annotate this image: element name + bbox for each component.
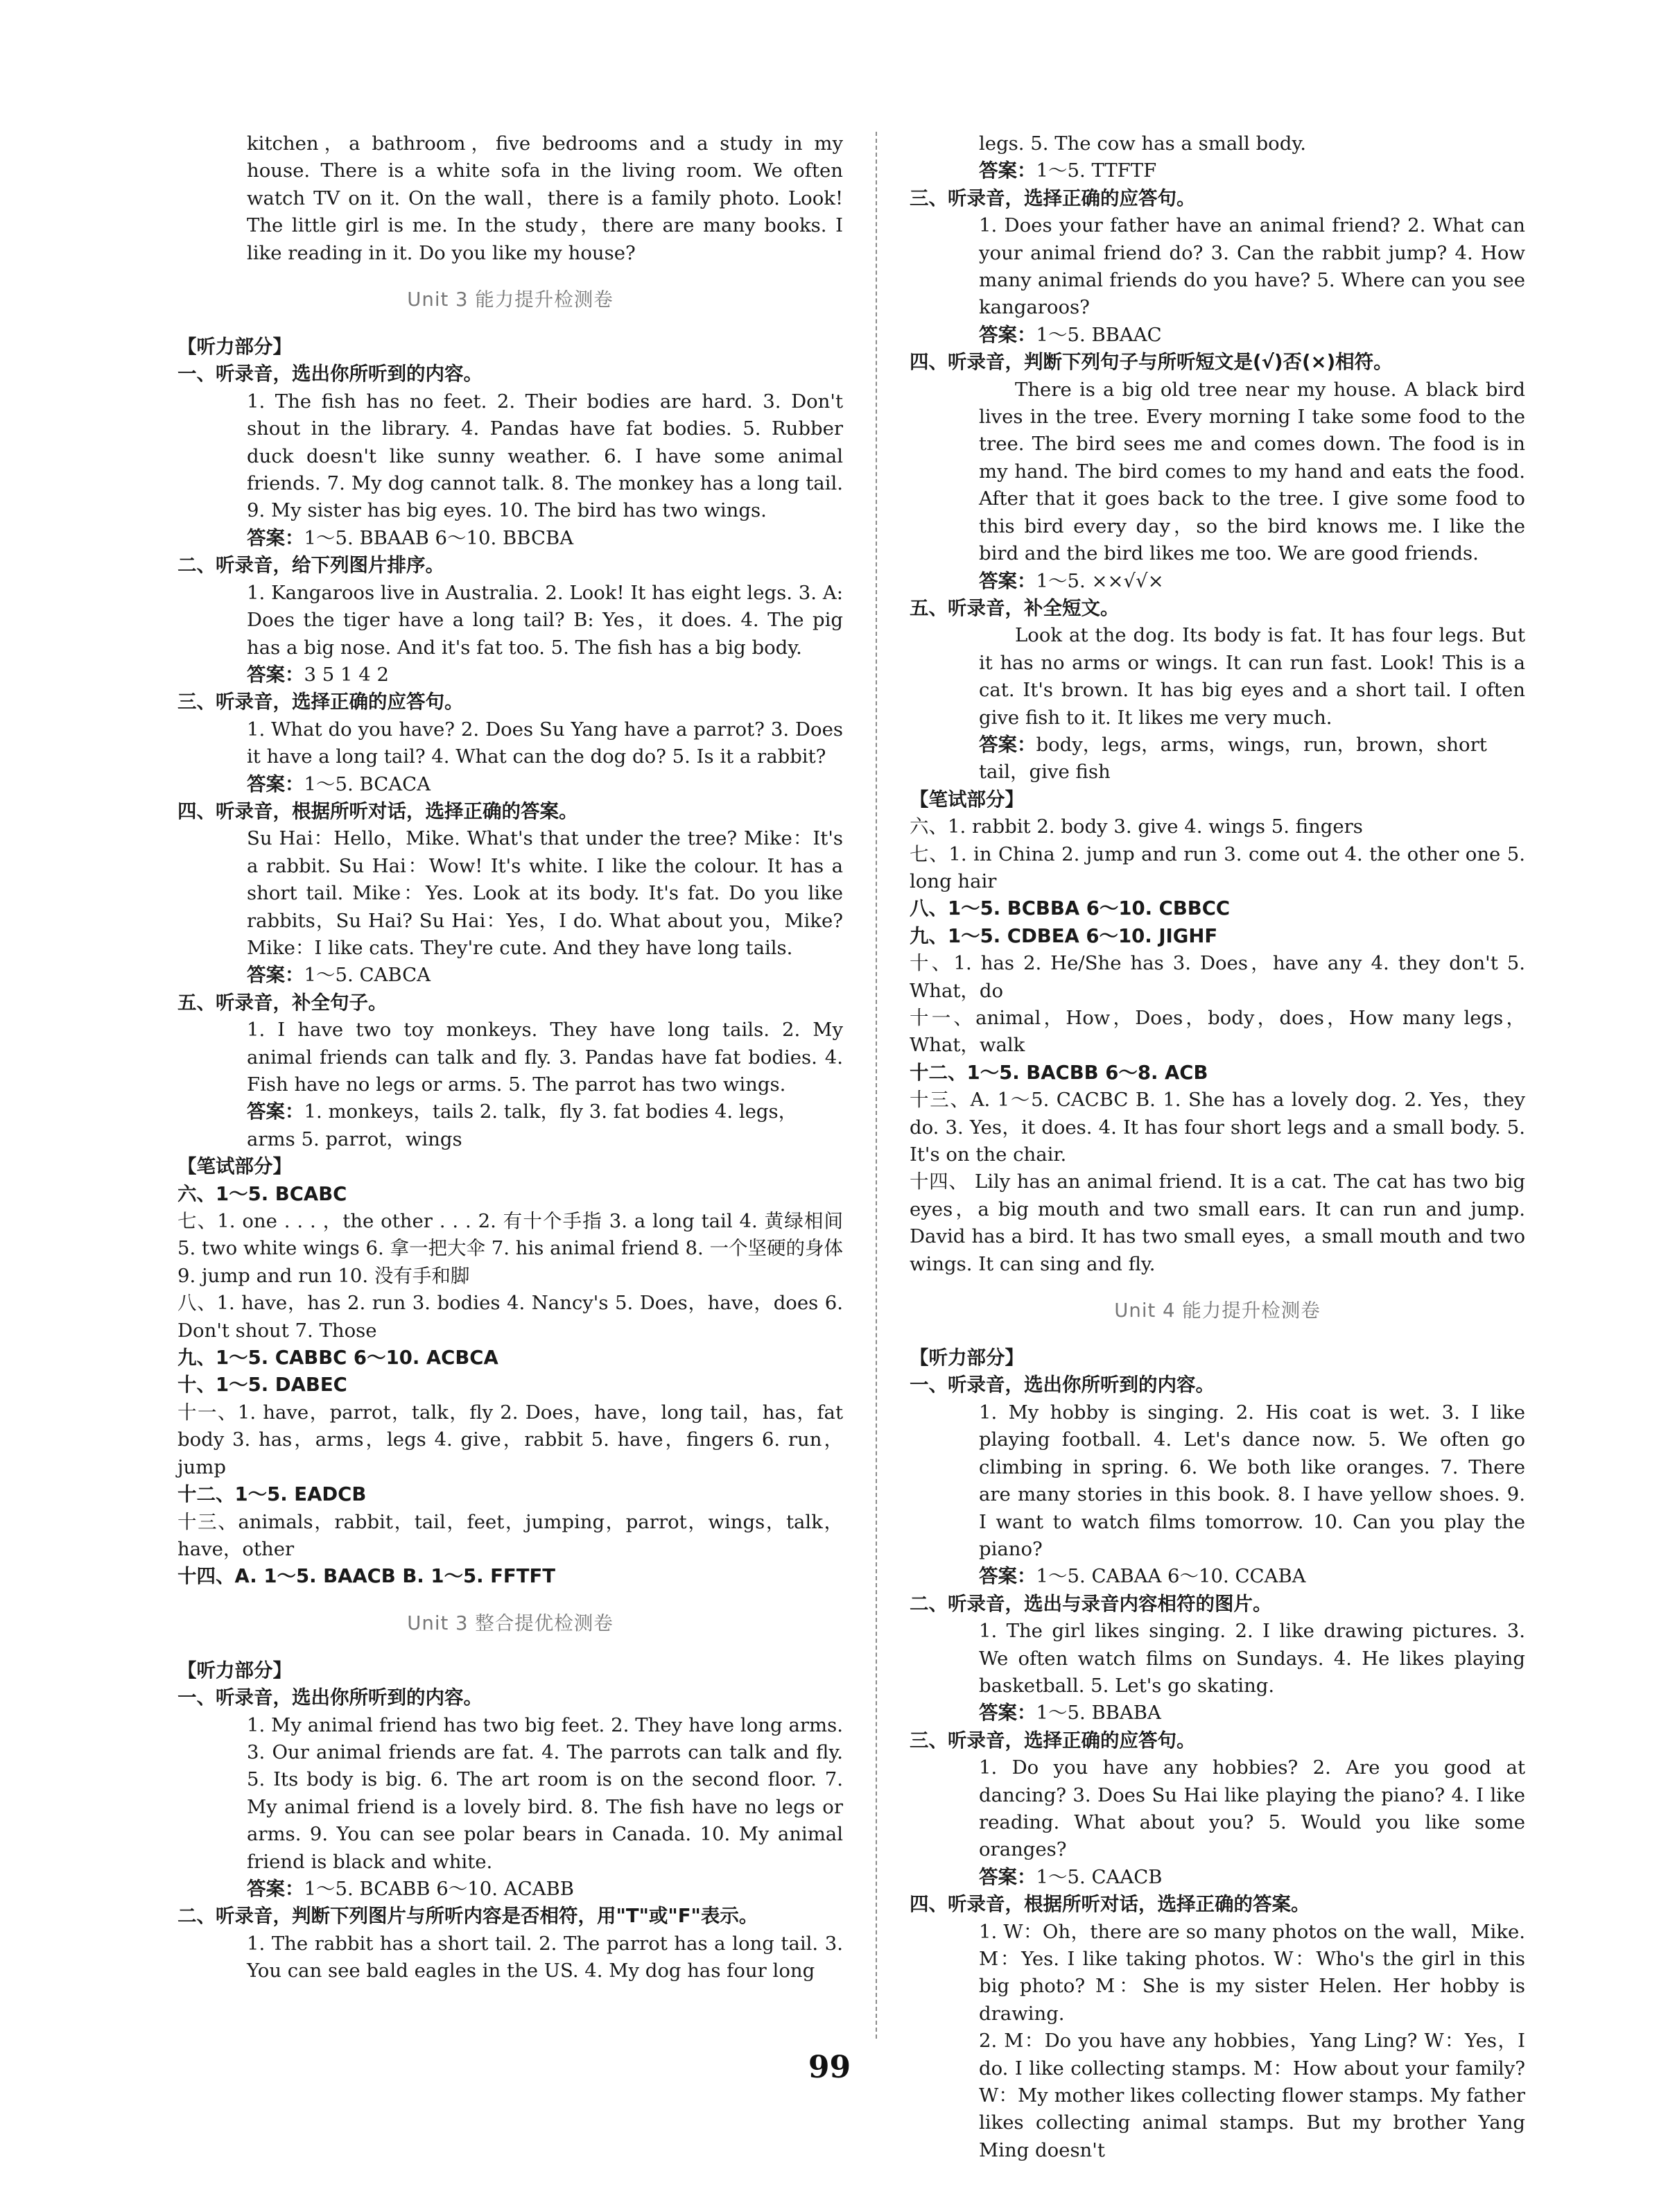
answer-item: 十一、animal，How，Does，body，does，How many legs，What，walk [910,1007,1525,1057]
answer-label: 答案： [979,323,1036,346]
question-heading: 十二、1～5. EADCB [177,1483,367,1506]
answer-value: body，legs，arms，wings，run，brown，short tail，give fish [979,733,1487,784]
question-heading: 九、1～5. CDBEA 6～10. JIGHF [910,924,1218,947]
answer-item: 十一、1. have，parrot，talk，fly 2. Does，have，long tail，has，fat body 3. has，arms，legs 4. give，rabbit 5. have，fingers 6. run，jump [177,1401,843,1478]
text-block: 1. My animal friend has two big feet. 2. They have long arms. 3. Our animal friends are fat. 4. The parrots can talk and fly. 5. Its body is big. 6. The art room is on the second floor. 7. My animal friend is a lovely bird. 8. The fish have no legs or arms. 9. You can see polar bears in Canada. 10. My animal friend is black and white. [247,1713,843,1873]
unit-title: Unit 3 能力提升检测卷 [407,288,614,311]
question-heading: 二、听录音，判断下列图片与所听内容是否相符，用"T"或"F"表示。 [177,1905,758,1928]
answer-label: 答案： [247,663,304,686]
text-block: 2. M：Do you have any hobbies，Yang Ling? W：Yes，I do. I like collecting stamps. M：How about your family? W：My mother likes collecting flower stamps. My father likes collecting animal stamps. But my brother Yang Ming doesn't [979,2030,1525,2161]
text-block: Su Hai：Hello，Mike. What's that under the tree? Mike：It's a rabbit. Su Hai：Wow! It's white. I like the colour. It has a short tail. Mike：Yes. Look at its body. It's fat. Do you like rabbits，Su Hai? Su Hai：Yes，I do. What about you，Mike? Mike：I like cats. They're cute. And they have long tails. [247,827,843,959]
section-heading: 【听力部分】 [177,336,292,358]
question-heading: 十、1～5. DABEC [177,1374,347,1397]
answer-label: 答案： [979,159,1036,182]
answer-value: 1～5. ××√√× [1036,569,1164,592]
answer-line [910,732,1525,786]
answer-value: 3 5 1 4 2 [304,663,389,686]
answer-label: 答案： [247,1100,304,1123]
answer-value: 1. monkeys，tails 2. talk，fly 3. fat bodies 4. legs，arms 5. parrot，wings [247,1100,798,1150]
answer-line [910,1864,1525,1891]
answer-value: 1～5. CABAA 6～10. CCABA [1036,1565,1306,1588]
answer-item: 七、1. one . . . ，the other . . . 2. 有十个手指 3. a long tail 4. 黄绿相间 5. two white wings 6. 拿一把大伞 7. his animal friend 8. 一个坚硬的身体 9. jump and run 10. 没有手和脚 [177,1210,843,1287]
answer-line [910,322,1525,349]
text-block: 1. Do you have any hobbies? 2. Are you good at dancing? 3. Does Su Hai like playing the piano? 4. I like reading. What about you? 5. Would you like some oranges? [979,1756,1525,1861]
text-block: 1. The girl likes singing. 2. I like drawing pictures. 3. We often watch films on Sundays. 4. He likes playing basketball. 5. Let's go skating. [979,1620,1525,1697]
right-column [910,130,1525,2164]
text-block: legs. 5. The cow has a small body. [979,132,1306,155]
question-heading: 四、听录音，根据所听对话，选择正确的答案。 [177,800,578,822]
answer-value: 1～5. CAACB [1036,1865,1163,1888]
question-heading: 四、听录音，判断下列句子与所听短文是(√)否(×)相符。 [910,351,1393,374]
answer-label: 答案： [979,1565,1036,1588]
text-block: 1. What do you have? 2. Does Su Yang have a parrot? 3. Does it have a long tail? 4. What can the dog do? 5. Is it a rabbit? [247,718,843,768]
text-block: 1. Kangaroos live in Australia. 2. Look! It has eight legs. 3. A: Does the tiger have a long tail? B: Yes，it does. 4. The pig has a big nose. And it's fat too. 5. The fish has a big body. [247,581,843,659]
answer-item: 七、1. in China 2. jump and run 3. come out 4. the other one 5. long hair [910,843,1525,892]
text-block: 1. I have two toy monkeys. They have long tails. 2. My animal friends can talk and fly. 3. Pandas have fat bodies. 4. Fish have no legs or arms. 5. The parrot has two wings. [247,1019,843,1096]
answer-value: 1～5. BCABB 6～10. ACABB [304,1877,574,1900]
answer-line [177,525,843,552]
answer-value: 1～5. BBAAC [1036,323,1162,346]
answer-value: 1～5. CABCA [304,964,431,987]
answer-label: 答案： [979,1702,1036,1725]
answer-label: 答案： [247,1877,304,1900]
text-block: 1. The rabbit has a short tail. 2. The parrot has a long tail. 3. You can see bald eagles in the US. 4. My dog has four long [247,1932,843,1982]
text-block: 1. Does your father have an animal friend? 2. What can your animal friend do? 3. Can the rabbit jump? 4. How many animal friends do you have? 5. Where can you see kangaroos? [979,214,1525,319]
section-heading: 【听力部分】 [910,1347,1024,1369]
answer-value: 1～5. BCACA [304,772,431,795]
text-block: Look at the dog. Its body is fat. It has four legs. But it has no arms or wings. It can run fast. Look! This is a cat. It's brown. It has big eyes and a short tail. I often give fish to it. It likes me very much. [979,624,1525,729]
answer-label: 答案： [979,733,1036,756]
answer-item: 十四、 Lily has an animal friend. It is a cat. The cat has two big eyes，a big mouth and two small ears. It can run and jump. David has a bird. It has two small eyes，a small mouth and two wings. It can sing and fly. [910,1170,1525,1275]
question-heading: 五、听录音，补全短文。 [910,596,1120,619]
question-heading: 二、听录音，给下列图片排序。 [177,554,444,577]
page-number: 99 [808,2050,851,2085]
answer-line [910,1700,1525,1727]
answer-value: 1～5. BBABA [1036,1702,1161,1725]
text-block: There is a big old tree near my house. A black bird lives in the tree. Every morning I take some food to the tree. The bird sees me and comes down. The food is in my hand. The bird comes to my hand and eats the food. After that it goes back to the tree. I give some food to this bird every day，so the bird knows me. I like the bird and the bird likes me too. We are good friends. [979,378,1525,565]
answer-label: 答案： [247,964,304,987]
answer-line [910,1563,1525,1590]
answer-line [177,1876,843,1903]
answer-label: 答案： [247,526,304,549]
answer-item: 十三、animals，rabbit，tail，feet，jumping，parrot，wings，talk，have，other [177,1510,843,1560]
answer-item: 十三、A. 1～5. CACBC B. 1. She has a lovely dog. 2. Yes，they do. 3. Yes，it does. 4. It has four short legs and a small body. 5. It's on the chair. [910,1089,1525,1166]
question-heading: 六、1～5. BCABC [177,1182,347,1205]
question-heading: 四、听录音，根据所听对话，选择正确的答案。 [910,1893,1310,1916]
question-heading: 三、听录音，选择正确的应答句。 [910,187,1196,209]
answer-item: 十、1. has 2. He/She has 3. Does，have any 4. they don't 5. What，do [910,952,1525,1002]
question-heading: 一、听录音，选出你所听到的内容。 [177,363,483,386]
answer-line [177,1098,843,1153]
section-heading: 【笔试部分】 [910,788,1024,811]
question-heading: 十二、1～5. BACBB 6～8. ACB [910,1061,1208,1084]
left-column [177,130,843,1985]
question-heading: 三、听录音，选择正确的应答句。 [910,1729,1196,1752]
text-block: 1. W：Oh，there are so many photos on the wall，Mike. M：Yes. I like taking photos. W：Who's the girl in this big photo? M：She is my sister Helen. Her hobby is drawing. [979,1920,1525,2025]
question-heading: 二、听录音，选出与录音内容相符的图片。 [910,1592,1272,1615]
text-block: 1. The fish has no feet. 2. Their bodies are hard. 3. Don't shout in the library. 4. Pandas have fat bodies. 5. Rubber duck doesn't like sunny weather. 6. I have some animal friends. 7. My dog cannot talk. 8. The monkey has a long tail. 9. My sister has big eyes. 10. The bird has two wings. [247,390,843,522]
question-heading: 五、听录音，补全句子。 [177,991,388,1014]
answer-line [177,771,843,798]
section-heading: 【听力部分】 [177,1659,292,1682]
column-divider [876,132,877,2039]
unit-title: Unit 4 能力提升检测卷 [1114,1299,1321,1322]
question-heading: 一、听录音，选出你所听到的内容。 [910,1374,1215,1397]
answer-item: 八、1. have，has 2. run 3. bodies 4. Nancy's 5. Does，have，does 6. Don't shout 7. Those [177,1292,843,1342]
section-heading: 【笔试部分】 [177,1155,292,1178]
question-heading: 八、1～5. BCBBA 6～10. CBBCC [910,897,1231,920]
answer-value: 1～5. TTFTF [1036,159,1157,182]
answer-line [177,962,843,989]
answer-label: 答案： [247,772,304,795]
question-heading: 十四、A. 1～5. BAACB B. 1～5. FFTFT [177,1565,555,1588]
text-block: kitchen，a bathroom，five bedrooms and a study in my house. There is a white sofa in the living room. We often watch TV on it. On the wall，there is a family photo. Look! The little girl is me. In the study，there are many books. I like reading in it. Do you like my house? [247,132,843,264]
answer-line [910,157,1525,184]
answer-line [910,568,1525,595]
answer-label: 答案： [979,569,1036,592]
question-heading: 三、听录音，选择正确的应答句。 [177,691,464,714]
answer-item: 六、1. rabbit 2. body 3. give 4. wings 5. fingers [910,815,1363,838]
question-heading: 九、1～5. CABBC 6～10. ACBCA [177,1347,498,1369]
answer-value: 1～5. BBAAB 6～10. BBCBA [304,526,574,549]
text-block: 1. My hobby is singing. 2. His coat is wet. 3. I like playing football. 4. Let's dance now. 5. We often go climbing in spring. 6. We both like oranges. 7. There are many stories in this book. 8. I have yellow shoes. 9. I want to watch films tomorrow. 10. Can you play the piano? [979,1401,1525,1560]
answer-label: 答案： [979,1865,1036,1888]
question-heading: 一、听录音，选出你所听到的内容。 [177,1686,483,1709]
answer-line [177,662,843,689]
unit-title: Unit 3 整合提优检测卷 [407,1612,614,1634]
